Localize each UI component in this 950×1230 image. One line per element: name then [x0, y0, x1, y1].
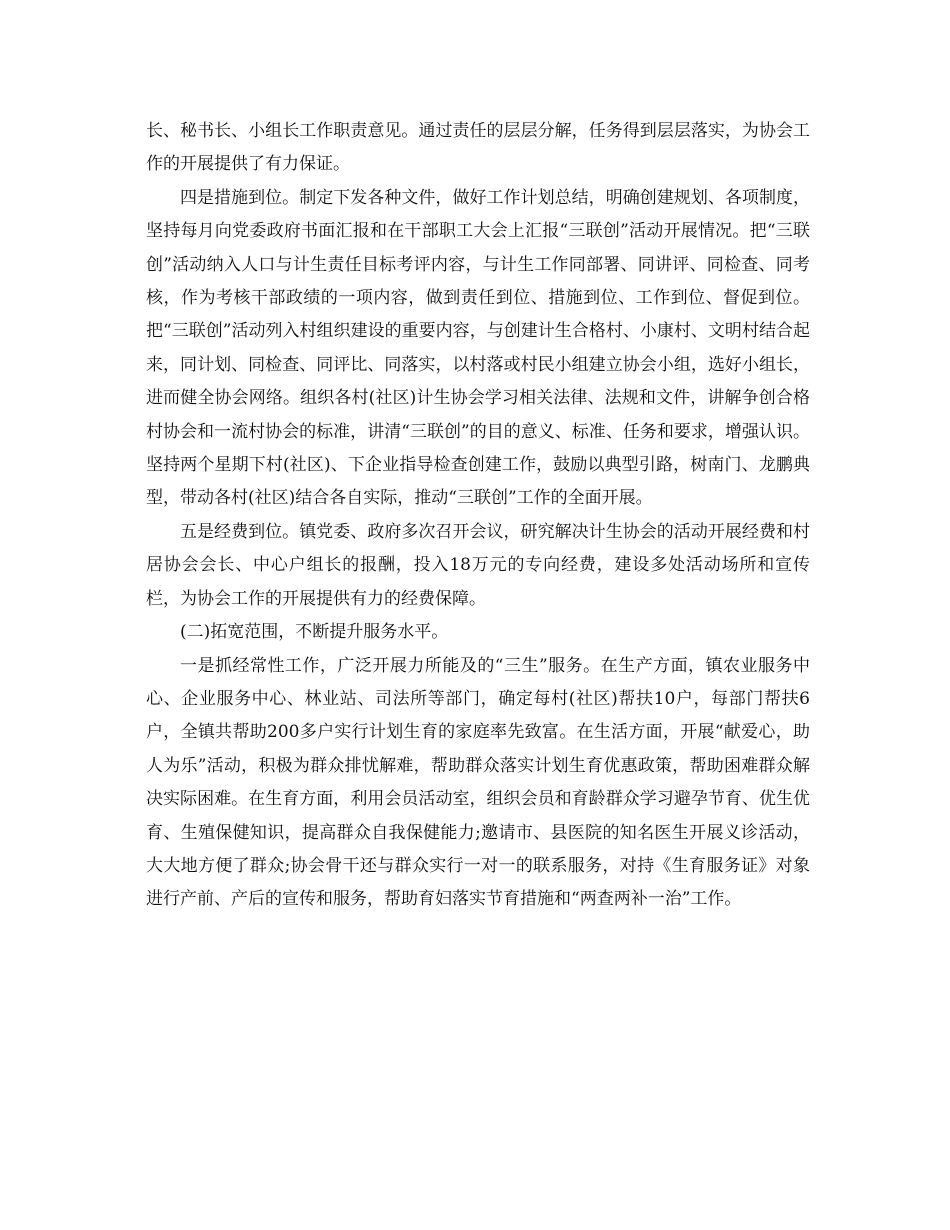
document-body [146, 115, 810, 917]
paragraph-continued: 长、秘书长、小组长工作职责意见。通过责任的层层分解，任务得到层层落实，为协会工作的开展提供了有力保证。 [146, 121, 810, 175]
paragraph-measures: 四是措施到位。制定下发各种文件，做好工作计划总结，明确创建规划、各项制度，坚持每月向党委政府书面汇报和在干部职工大会上汇报“三联创”活动开展情况。把“三联创”活动纳入人口与计生责任目标考评内容，与计生工作同部署、同讲评、同检查、同考核，作为考核干部政绩的一项内容，做到责任到位、措施到位、工作到位、督促到位。把“三联创”活动列入村组织建设的重要内容，与创建计生合格村、小康村、文明村结合起来，同计划、同检查、同评比、同落实，以村落或村民小组建立协会小组，选好小组长，进而健全协会网络。组织各村(社区)计生协会学习相关法律、法规和文件，讲解争创合格村协会和一流村协会的标准，讲清“三联创”的目的意义、标准、任务和要求，增强认识。坚持两个星期下村(社区)、下企业指导检查创建工作，鼓励以典型引路，树南门、龙鹏典型，带动各村(社区)结合各自实际，推动“三联创”工作的全面开展。 [146, 187, 810, 509]
paragraph-funding: 五是经费到位。镇党委、政府多次召开会议，研究解决计生协会的活动开展经费和村居协会会长、中心户组长的报酬，投入18万元的专向经费，建设多处活动场所和宣传栏，为协会工作的开展提供有力的经费保障。 [146, 521, 810, 609]
paragraph-services: 一是抓经常性工作，广泛开展力所能及的“三生”服务。在生产方面，镇农业服务中心、企业服务中心、林业站、司法所等部门，确定每村(社区)帮扶10户，每部门帮扶6户，全镇共帮助200多户实行计划生育的家庭率先致富。在生活方面，开展“献爱心，助人为乐”活动，积极为群众排忧解难，帮助群众落实计划生育优惠政策，帮助困难群众解决实际困难。在生育方面，利用会员活动室，组织会员和育龄群众学习避孕节育、优生优育、生殖保健知识，提高群众自我保健能力;邀请市、县医院的知名医生开展义诊活动，大大地方便了群众;协会骨干还与群众实行一对一的联系服务，对持《生育服务证》对象进行产前、产后的宣传和服务，帮助育妇落实节育措施和“两查两补一治”工作。 [146, 655, 810, 910]
section-heading: (二)拓宽范围，不断提升服务水平。 [180, 622, 449, 643]
